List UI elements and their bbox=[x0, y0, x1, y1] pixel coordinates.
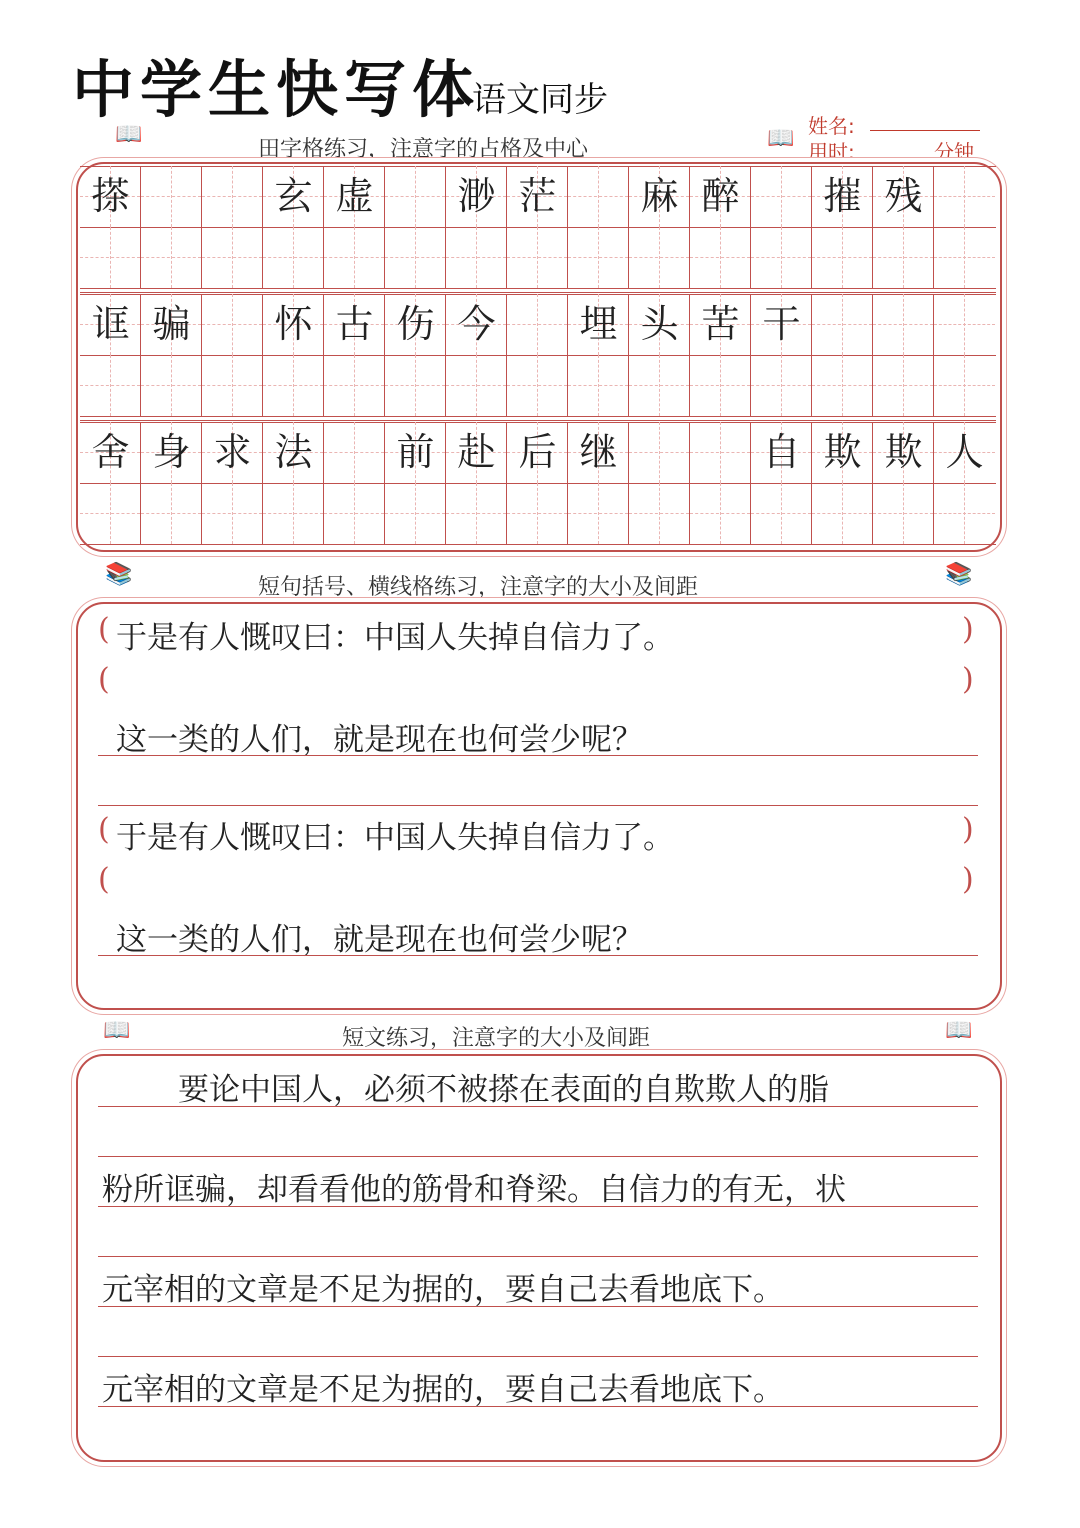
paragraph-line: 要论中国人，必须不被搽在表面的自欺欺人的脂 bbox=[178, 1072, 829, 1108]
grid-cell bbox=[934, 422, 995, 483]
line-sentence: 这一类的人们，就是现在也何尝少呢？ bbox=[116, 722, 643, 758]
grid-character bbox=[751, 166, 812, 227]
grid-cell bbox=[202, 166, 263, 227]
grid-line bbox=[80, 288, 996, 289]
grid-cell bbox=[690, 422, 751, 483]
writing-line bbox=[98, 755, 978, 756]
section-title-grid: 田字格练习，注意字的占格及中心 bbox=[258, 137, 589, 162]
grid-line bbox=[80, 544, 996, 545]
grid-cell bbox=[568, 483, 629, 544]
grid-cell bbox=[812, 166, 873, 227]
close-paren: ) bbox=[962, 812, 974, 847]
grid-cell bbox=[202, 355, 263, 416]
grid-character: 欺 bbox=[884, 430, 923, 474]
grid-cell bbox=[385, 166, 446, 227]
grid-character bbox=[507, 294, 568, 355]
grid-cell bbox=[629, 422, 690, 483]
paragraph-line: 粉所诓骗，却看看他的筋骨和脊梁。自信力的有无，状 bbox=[102, 1172, 846, 1208]
close-paren: ) bbox=[962, 862, 974, 897]
open-paren: ( bbox=[98, 662, 110, 697]
writing-line bbox=[98, 1406, 978, 1407]
page-title: 中学生快写体 bbox=[72, 53, 481, 126]
grid-cell bbox=[446, 422, 507, 483]
grid-character bbox=[812, 294, 873, 355]
grid-character: 伤 bbox=[396, 302, 435, 346]
grid-cell bbox=[263, 483, 324, 544]
grid-character: 虚 bbox=[335, 174, 374, 218]
grid-character: 苦 bbox=[701, 302, 740, 346]
name-label: 姓名: bbox=[808, 114, 855, 138]
grid-cell bbox=[263, 422, 324, 483]
grid-cell bbox=[690, 355, 751, 416]
grid-cell bbox=[385, 483, 446, 544]
grid-character: 舍 bbox=[91, 430, 130, 474]
grid-character: 人 bbox=[945, 430, 984, 474]
grid-cell bbox=[507, 355, 568, 416]
paragraph-line: 元宰相的文章是不足为据的，要自己去看地底下。 bbox=[102, 1272, 784, 1308]
grid-cell bbox=[446, 294, 507, 355]
grid-cell bbox=[263, 166, 324, 227]
grid-character bbox=[690, 422, 751, 483]
grid-cell bbox=[568, 227, 629, 288]
grid-character: 法 bbox=[274, 430, 313, 474]
bracket-sentence: 于是有人慨叹曰：中国人失掉自信力了。 bbox=[116, 620, 674, 656]
grid-cell bbox=[812, 422, 873, 483]
time-label: 用时: bbox=[808, 140, 855, 164]
grid-cell bbox=[812, 227, 873, 288]
writing-line bbox=[98, 1106, 978, 1107]
grid-cell bbox=[263, 227, 324, 288]
grid-cell bbox=[507, 483, 568, 544]
grid-cell bbox=[446, 355, 507, 416]
flying-book-icon: 📖 bbox=[945, 1018, 973, 1043]
grid-cell bbox=[80, 166, 141, 227]
grid-cell bbox=[751, 227, 812, 288]
grid-cell bbox=[690, 227, 751, 288]
grid-character: 头 bbox=[640, 302, 679, 346]
grid-cell bbox=[80, 355, 141, 416]
grid-cell bbox=[141, 422, 202, 483]
grid-cell bbox=[385, 294, 446, 355]
grid-cell bbox=[324, 294, 385, 355]
grid-character bbox=[202, 166, 263, 227]
grid-cell bbox=[873, 166, 934, 227]
grid-cell bbox=[324, 355, 385, 416]
grid-cell bbox=[873, 483, 934, 544]
grid-cell bbox=[751, 355, 812, 416]
grid-character bbox=[385, 166, 446, 227]
grid-cell bbox=[690, 294, 751, 355]
grid-character bbox=[324, 422, 385, 483]
grid-cell bbox=[629, 227, 690, 288]
writing-line bbox=[98, 1256, 978, 1257]
grid-character bbox=[141, 166, 202, 227]
grid-cell bbox=[751, 294, 812, 355]
grid-cell bbox=[690, 483, 751, 544]
open-paren: ( bbox=[98, 612, 110, 647]
grid-practice-row bbox=[80, 483, 996, 544]
flying-book-icon: 📖 bbox=[103, 1018, 131, 1043]
grid-cell bbox=[202, 483, 263, 544]
close-paren: ) bbox=[962, 662, 974, 697]
grid-character: 怀 bbox=[274, 302, 313, 346]
grid-character: 玄 bbox=[274, 174, 313, 218]
section-title-paragraph: 短文练习，注意字的大小及间距 bbox=[342, 1026, 651, 1051]
grid-cell bbox=[80, 294, 141, 355]
grid-practice-row bbox=[80, 355, 996, 416]
grid-cell bbox=[568, 422, 629, 483]
close-paren: ) bbox=[962, 612, 974, 647]
grid-cell bbox=[202, 422, 263, 483]
grid-cell bbox=[446, 227, 507, 288]
books-child-icon: 📚 bbox=[945, 562, 973, 587]
writing-line bbox=[98, 805, 978, 806]
grid-character: 身 bbox=[152, 430, 191, 474]
grid-cell bbox=[324, 483, 385, 544]
grid-character: 自 bbox=[762, 430, 801, 474]
grid-cell bbox=[568, 166, 629, 227]
grid-cell bbox=[446, 483, 507, 544]
grid-character bbox=[934, 294, 995, 355]
grid-cell bbox=[80, 483, 141, 544]
grid-character: 醉 bbox=[701, 174, 740, 218]
grid-cell bbox=[934, 483, 995, 544]
grid-character: 干 bbox=[762, 302, 801, 346]
grid-character: 后 bbox=[518, 430, 557, 474]
name-blank-line bbox=[870, 130, 980, 131]
section-title-bracket: 短句括号、横线格练习，注意字的大小及间距 bbox=[258, 575, 699, 600]
grid-cell bbox=[568, 294, 629, 355]
writing-line bbox=[98, 1306, 978, 1307]
paragraph-line: 元宰相的文章是不足为据的，要自己去看地底下。 bbox=[102, 1372, 784, 1408]
grid-character: 古 bbox=[335, 302, 374, 346]
page-subtitle: 语文同步 bbox=[472, 80, 608, 120]
grid-cell bbox=[812, 483, 873, 544]
grid-cell bbox=[873, 294, 934, 355]
grid-character bbox=[568, 166, 629, 227]
grid-cell bbox=[141, 355, 202, 416]
grid-cell bbox=[202, 294, 263, 355]
grid-character: 诓 bbox=[91, 302, 130, 346]
grid-cell bbox=[324, 227, 385, 288]
grid-cell bbox=[751, 422, 812, 483]
grid-cell bbox=[385, 422, 446, 483]
grid-character: 今 bbox=[457, 302, 496, 346]
grid-cell bbox=[141, 294, 202, 355]
open-paren: ( bbox=[98, 862, 110, 897]
grid-cell bbox=[568, 355, 629, 416]
grid-cell bbox=[873, 227, 934, 288]
grid-cell bbox=[141, 227, 202, 288]
grid-character: 继 bbox=[579, 430, 618, 474]
grid-cell bbox=[324, 422, 385, 483]
grid-cell bbox=[324, 166, 385, 227]
grid-cell bbox=[934, 294, 995, 355]
grid-cell bbox=[507, 227, 568, 288]
grid-cell bbox=[80, 227, 141, 288]
grid-cell bbox=[629, 483, 690, 544]
grid-character: 赴 bbox=[457, 430, 496, 474]
grid-character: 茫 bbox=[518, 174, 557, 218]
grid-cell bbox=[751, 483, 812, 544]
grid-cell bbox=[141, 166, 202, 227]
grid-cell bbox=[629, 166, 690, 227]
grid-cell bbox=[629, 355, 690, 416]
writing-line bbox=[98, 1356, 978, 1357]
grid-character: 摧 bbox=[823, 174, 862, 218]
grid-cell bbox=[690, 166, 751, 227]
grid-cell bbox=[751, 166, 812, 227]
grid-model-row bbox=[80, 294, 996, 355]
grid-model-row bbox=[80, 422, 996, 483]
grid-cell bbox=[263, 294, 324, 355]
grid-character bbox=[934, 166, 995, 227]
grid-cell bbox=[507, 422, 568, 483]
grid-cell bbox=[873, 355, 934, 416]
grid-character: 残 bbox=[884, 174, 923, 218]
line-sentence: 这一类的人们，就是现在也何尝少呢？ bbox=[116, 922, 643, 958]
writing-line bbox=[98, 1156, 978, 1157]
grid-cell bbox=[202, 227, 263, 288]
grid-cell bbox=[934, 166, 995, 227]
grid-character bbox=[873, 294, 934, 355]
grid-character: 骗 bbox=[152, 302, 191, 346]
bracket-sentence: 于是有人慨叹曰：中国人失掉自信力了。 bbox=[116, 820, 674, 856]
grid-cell bbox=[80, 422, 141, 483]
writing-line bbox=[98, 955, 978, 956]
grid-cell bbox=[873, 422, 934, 483]
grid-character: 麻 bbox=[640, 174, 679, 218]
grid-character: 求 bbox=[213, 430, 252, 474]
reading-child-icon: 📖 bbox=[767, 126, 795, 151]
grid-cell bbox=[629, 294, 690, 355]
grid-character: 渺 bbox=[457, 174, 496, 218]
grid-character: 前 bbox=[396, 430, 435, 474]
grid-cell bbox=[934, 355, 995, 416]
grid-cell bbox=[812, 355, 873, 416]
writing-line bbox=[98, 1206, 978, 1207]
grid-model-row bbox=[80, 166, 996, 227]
grid-character: 搽 bbox=[91, 174, 130, 218]
grid-cell bbox=[934, 227, 995, 288]
reading-child-icon: 📖 bbox=[115, 122, 143, 147]
grid-cell bbox=[507, 294, 568, 355]
grid-cell bbox=[385, 227, 446, 288]
open-paren: ( bbox=[98, 812, 110, 847]
grid-cell bbox=[507, 166, 568, 227]
grid-character bbox=[629, 422, 690, 483]
grid-line bbox=[80, 416, 996, 417]
grid-cell bbox=[446, 166, 507, 227]
time-unit: 分钟 bbox=[934, 140, 974, 164]
grid-cell bbox=[141, 483, 202, 544]
grid-cell bbox=[385, 355, 446, 416]
grid-character: 欺 bbox=[823, 430, 862, 474]
books-child-icon: 📚 bbox=[105, 562, 133, 587]
grid-cell bbox=[812, 294, 873, 355]
grid-cell bbox=[263, 355, 324, 416]
grid-practice-row bbox=[80, 227, 996, 288]
grid-character: 埋 bbox=[579, 302, 618, 346]
grid-character bbox=[202, 294, 263, 355]
